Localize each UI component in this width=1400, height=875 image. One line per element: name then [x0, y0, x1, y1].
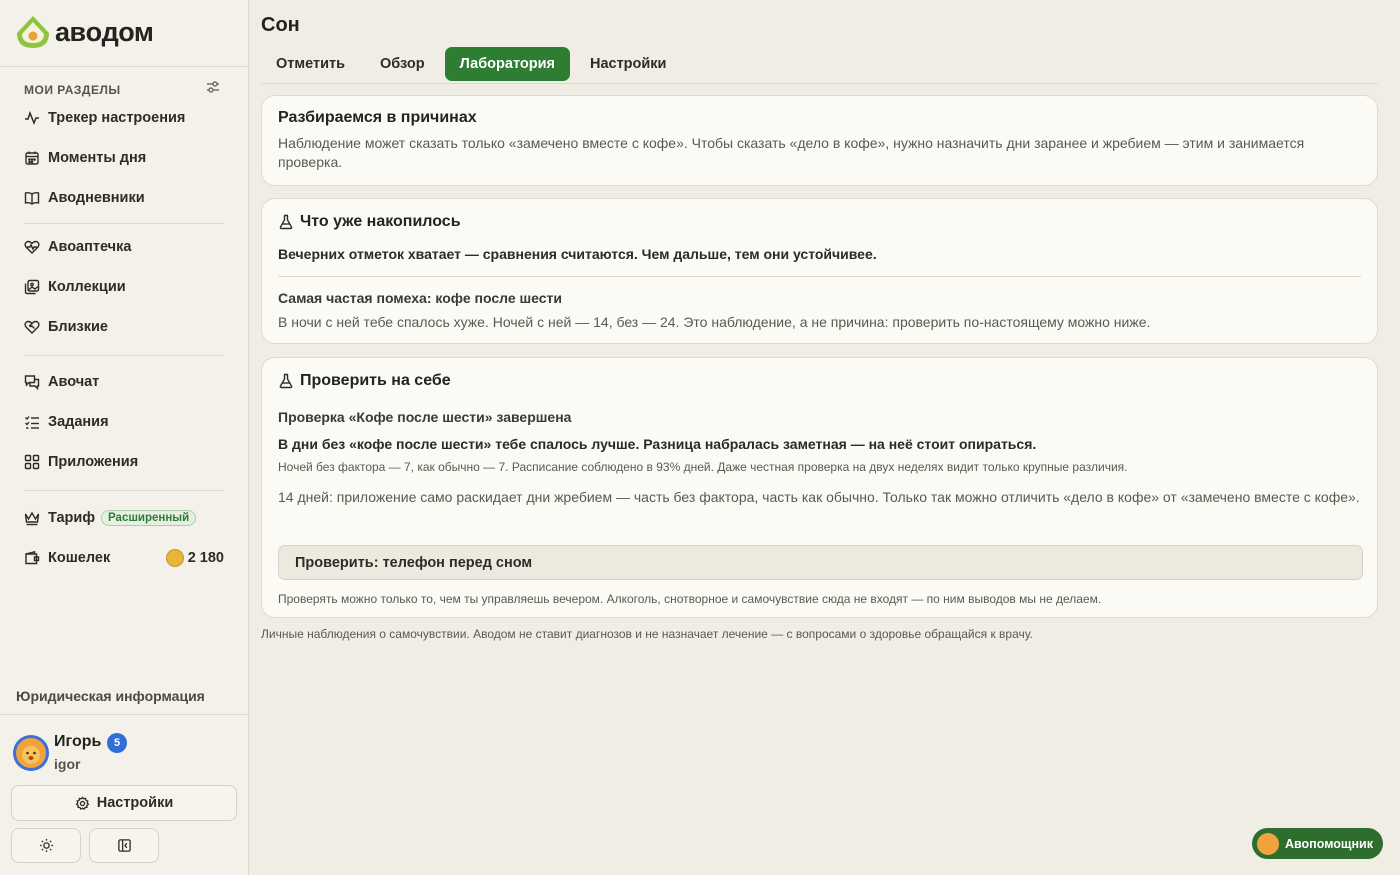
divider: [0, 66, 248, 67]
plan-badge: Расширенный: [101, 510, 196, 526]
activity-icon: [24, 110, 40, 126]
coin-icon: [166, 549, 184, 567]
check-info: 14 дней: приложение само раскидает дни жребием — часть без фактора, часть как обычно. Только так можно отличить «дело в кофе» от «замечено вместе с кофе».: [278, 489, 1360, 505]
tab-lab[interactable]: Лаборатория: [445, 47, 570, 81]
settings-button[interactable]: [11, 785, 237, 821]
sidebar-item-label: Близкие: [48, 319, 108, 335]
flask-icon: [278, 214, 294, 230]
interference-title: Самая частая помеха: кофе после шести: [278, 290, 563, 306]
sidebar-item-diaries[interactable]: [24, 186, 224, 210]
tab-mark[interactable]: Отметить: [276, 56, 346, 72]
avatar-image: [16, 738, 46, 768]
sidebar-item-label: Кошелек: [48, 550, 111, 566]
check-result: В дни без «кофе после шести» тебе спалось лучше. Разница набралась заметная — на неё стоит опираться.: [278, 436, 1037, 452]
avatar[interactable]: [13, 735, 49, 771]
sidebar-item-collections[interactable]: [24, 275, 224, 299]
book-icon: [24, 190, 40, 206]
sidebar-collapse-icon: [117, 838, 132, 853]
calendar-icon: [24, 150, 40, 166]
avocado-logo-icon: [15, 15, 51, 49]
sidebar-item-label: Коллекции: [48, 279, 126, 295]
sidebar-item-label: Трекер настроения: [48, 110, 186, 126]
tab-settings[interactable]: Настройки: [589, 56, 667, 72]
sidebar-item-wallet[interactable]: [24, 546, 224, 570]
checklist-icon: [24, 414, 40, 430]
card-header: [278, 372, 1361, 390]
sidebar-item-tasks[interactable]: [24, 410, 224, 434]
self-check-card: [261, 357, 1378, 618]
tab-overview[interactable]: Обзор: [380, 56, 425, 72]
sidebar-item-label: Авоаптечка: [48, 239, 132, 255]
divider: [0, 714, 248, 715]
gear-icon: [75, 796, 90, 811]
sidebar-item-label: Аводневники: [48, 190, 145, 206]
sidebar-item-apps[interactable]: [24, 450, 224, 474]
disclaimer: Личные наблюдения о самочувствии. Аводом не ставит диагнозов и не назначает лечение — с вопросами о здоровье обращайся к врачу.: [261, 627, 1033, 641]
sidebar-item-first-aid[interactable]: [24, 235, 224, 259]
card-text: Наблюдение может сказать только «замечено вместе с кофе». Чтобы сказать «дело в кофе», нужно назначить дни заранее и жребием — этим и занимается проверка.: [278, 135, 1305, 170]
settings-button-label: Настройки: [96, 795, 174, 811]
sidebar-item-label: Задания: [48, 414, 109, 430]
sidebar-item-label: Тариф: [48, 510, 96, 526]
sidebar-item-plan[interactable]: [24, 506, 224, 530]
card-title: Что уже накопилось: [300, 213, 461, 230]
sidebar-item-chat[interactable]: [24, 370, 224, 394]
check-status: Проверка «Кофе после шести» завершена: [278, 409, 572, 425]
chat-icon: [24, 374, 40, 390]
sidebar-item-label: Моменты дня: [48, 150, 147, 166]
summary-text: Вечерних отметок хватает — сравнения считаются. Чем дальше, тем они устойчивее.: [278, 246, 877, 262]
divider: [24, 223, 224, 224]
divider: [24, 355, 224, 356]
assistant-avatar-icon: [1257, 833, 1279, 855]
check-stats: Ночей без фактора — 7, как обычно — 7. Расписание соблюдено в 93% дней. Даже честная проверка на двух неделях видит только крупные различия.: [278, 460, 1128, 474]
avocado-face-icon: [16, 738, 46, 768]
card-title: Разбираемся в причинах: [278, 109, 477, 126]
user-login: igor: [54, 756, 81, 772]
brand-logo[interactable]: [15, 15, 153, 49]
sliders-icon[interactable]: [205, 79, 221, 95]
user-level-badge: 5: [107, 733, 127, 753]
flask-icon: [278, 373, 294, 389]
card-header: [278, 213, 1361, 231]
heart-handshake-icon: [24, 319, 40, 335]
wallet-icon: [24, 550, 40, 566]
sidebar-item-close-ones[interactable]: [24, 315, 224, 339]
page-title: Сон: [261, 14, 300, 36]
collapse-sidebar-button[interactable]: [89, 828, 159, 863]
sidebar: [0, 0, 249, 875]
gallery-icon: [24, 279, 40, 295]
sidebar-item-label: Приложения: [48, 454, 139, 470]
accumulated-card: [261, 198, 1378, 344]
legal-info-link[interactable]: Юридическая информация: [16, 688, 205, 704]
grid-icon: [24, 454, 40, 470]
crown-icon: [24, 510, 40, 526]
divider: [24, 490, 224, 491]
check-note: Проверять можно только то, чем ты управляешь вечером. Алкоголь, снотворное и самочувствие сюда не входят — по ним выводов мы не делаем.: [278, 592, 1102, 606]
sidebar-item-label: Авочат: [48, 374, 100, 390]
wallet-balance: [166, 549, 224, 567]
tab-bar: [261, 47, 686, 81]
theme-toggle-button[interactable]: [11, 828, 81, 863]
assistant-button[interactable]: [1252, 828, 1383, 859]
user-name: Игорь: [54, 733, 102, 750]
divider: [261, 83, 1378, 84]
wallet-amount: 2 180: [187, 550, 224, 566]
card-title: Проверить на себе: [300, 372, 451, 389]
heart-pulse-icon: [24, 239, 40, 255]
section-title: МОИ РАЗДЕЛЫ: [24, 83, 121, 97]
brand-name: авoдом: [55, 16, 154, 47]
interference-detail: В ночи с ней тебе спалось хуже. Ночей с ней — 14, без — 24. Это наблюдение, а не причина: проверить по-настоящему можно ниже.: [278, 314, 1151, 330]
sidebar-item-day-moments[interactable]: [24, 146, 224, 170]
sidebar-item-mood-tracker[interactable]: [24, 106, 224, 130]
sun-icon: [39, 838, 54, 853]
start-check-button[interactable]: Проверить: телефон перед сном: [278, 545, 1363, 580]
divider: [278, 276, 1361, 277]
assistant-label: Авопомощник: [1285, 836, 1373, 851]
causes-card: [261, 95, 1378, 186]
